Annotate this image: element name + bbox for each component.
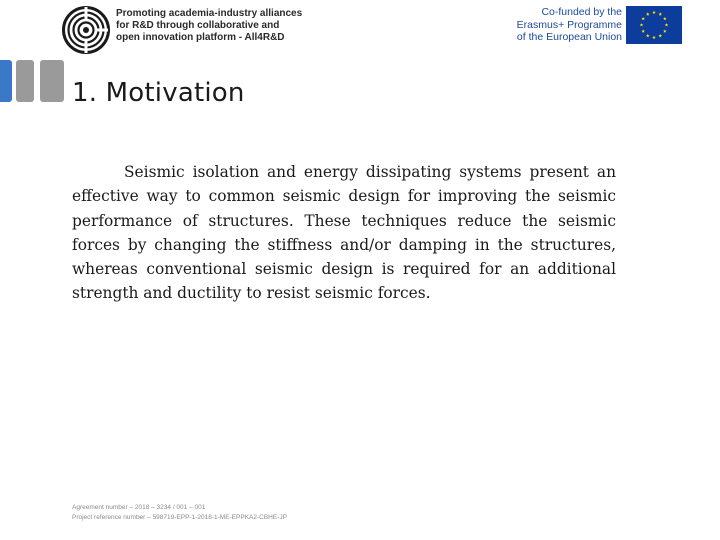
slide-body-text: Seismic isolation and energy dissipating systems present an effective way to common seismic design for improving the seismic performance of structures. These techniques reduce the seismic forces by changing the stiffness and/or damping in the structures, whereas conventional seismic design is required for an additional strength and ductility to resist seismic forces. bbox=[72, 163, 616, 303]
eu-flag-icon bbox=[626, 6, 682, 44]
accent-block-blue bbox=[0, 60, 12, 102]
accent-block-gray bbox=[16, 60, 34, 102]
project-name bbox=[116, 8, 356, 44]
agreement-number: Agreement number – 2018 – 3234 / 001 – 001 bbox=[72, 504, 206, 511]
project-name-line: for R&D through collaborative and bbox=[116, 20, 280, 31]
slide-title: 1. Motivation bbox=[72, 78, 245, 108]
cofunding-statement bbox=[517, 6, 622, 44]
project-reference-number: Project reference number – 598719-EPP-1-2018-1-ME-EPPKA2-CBHE-JP bbox=[72, 514, 287, 521]
project-name-line: open innovation platform - All4R&D bbox=[116, 32, 285, 43]
accent-block-gray bbox=[40, 60, 64, 102]
project-logo bbox=[62, 6, 110, 54]
cofunding-line: Co-funded by the bbox=[541, 6, 622, 18]
project-name-line: Promoting academia-industry alliances bbox=[116, 8, 303, 19]
footer bbox=[72, 503, 287, 523]
cofunding-line: Erasmus+ Programme bbox=[516, 18, 622, 31]
cofunding-line: of the European Union bbox=[516, 31, 622, 43]
